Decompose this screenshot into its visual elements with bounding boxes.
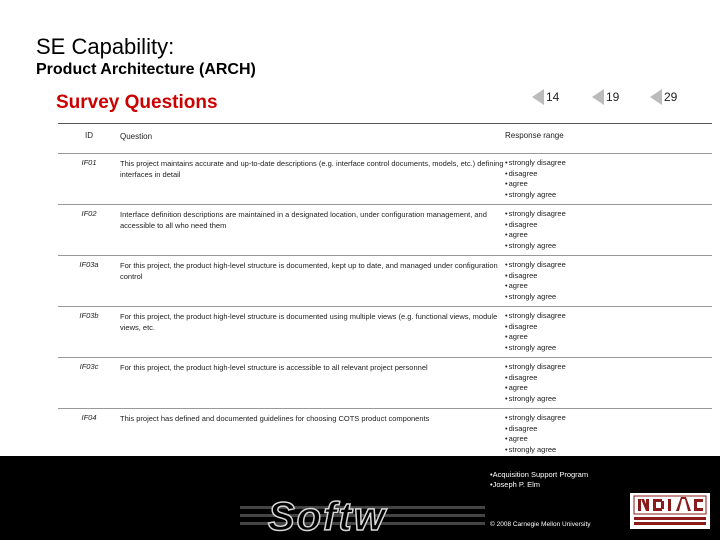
response-option: • agree xyxy=(505,179,712,190)
header-id: ID xyxy=(85,131,93,140)
table-row xyxy=(58,205,712,256)
response-option: • strongly disagree xyxy=(505,260,712,271)
table-row xyxy=(58,358,712,409)
response-range xyxy=(505,154,712,205)
response-option: • strongly agree xyxy=(505,445,712,456)
arrow-left-icon xyxy=(592,89,604,105)
response-option: • agree xyxy=(505,434,712,445)
footer-bar xyxy=(0,456,720,540)
page-references xyxy=(500,86,710,110)
response-option: • strongly agree xyxy=(505,394,712,405)
response-option: • disagree xyxy=(505,220,712,231)
question-text: For this project, the product high-level structure is documented using multiple views (e.g. functional views, module views, etc. xyxy=(120,307,505,358)
response-option: • agree xyxy=(505,230,712,241)
response-option: • disagree xyxy=(505,373,712,384)
slide-subtitle: Product Architecture (ARCH) xyxy=(36,61,256,78)
response-option: • agree xyxy=(505,383,712,394)
survey-questions-table xyxy=(58,123,712,460)
response-option: • strongly disagree xyxy=(505,209,712,220)
footer-author: •Joseph P. Elm xyxy=(490,480,541,489)
response-option: • strongly disagree xyxy=(505,158,712,169)
question-id: IF03b xyxy=(58,307,120,358)
question-text: Interface definition descriptions are maintained in a designated location, under configuration management, and accessible to all who need them xyxy=(120,205,505,256)
question-text: For this project, the product high-level structure is accessible to all relevant project personnel xyxy=(120,358,505,409)
response-option: • strongly agree xyxy=(505,343,712,354)
response-range xyxy=(505,256,712,307)
response-option: • disagree xyxy=(505,322,712,333)
response-range xyxy=(505,307,712,358)
response-option: • disagree xyxy=(505,271,712,282)
footer-copyright: © 2008 Carnegie Mellon University xyxy=(490,521,591,528)
arrow-left-icon xyxy=(650,89,662,105)
header-question: Question xyxy=(120,132,153,141)
header-response: Response range xyxy=(505,131,564,140)
question-text: For this project, the product high-level structure is documented, kept up to date, and managed under configuration control xyxy=(120,256,505,307)
question-id: IF03c xyxy=(58,358,120,409)
response-range xyxy=(505,205,712,256)
question-text: This project maintains accurate and up-to-date descriptions (e.g. interface control documents, models, etc.) defining interfaces in detail xyxy=(120,154,505,205)
question-id: IF01 xyxy=(58,154,120,205)
question-id: IF02 xyxy=(58,205,120,256)
slide-title: SE Capability: xyxy=(36,34,175,59)
section-title: Survey Questions xyxy=(56,92,218,113)
table-row xyxy=(58,409,712,460)
question-id: IF04 xyxy=(58,409,120,460)
response-option: • strongly agree xyxy=(505,241,712,252)
response-option: • agree xyxy=(505,332,712,343)
page-ref-number: 19 xyxy=(606,90,620,104)
ndia-logo-icon xyxy=(630,493,710,529)
table-row xyxy=(58,154,712,205)
arrow-left-icon xyxy=(532,89,544,105)
response-option: • disagree xyxy=(505,424,712,435)
table-row xyxy=(58,256,712,307)
footer-program: •Acquisition Support Program xyxy=(490,470,589,479)
page-ref-number: 29 xyxy=(664,90,678,104)
question-text: This project has defined and documented guidelines for choosing COTS product components xyxy=(120,409,505,460)
response-range xyxy=(505,358,712,409)
response-option: • disagree xyxy=(505,169,712,180)
footer-credits xyxy=(490,470,588,490)
response-option: • agree xyxy=(505,281,712,292)
question-id: IF03a xyxy=(58,256,120,307)
page-ref-number: 14 xyxy=(546,90,560,104)
response-option: • strongly disagree xyxy=(505,311,712,322)
table-row xyxy=(58,307,712,358)
response-option: • strongly agree xyxy=(505,292,712,303)
response-option: • strongly disagree xyxy=(505,413,712,424)
response-range xyxy=(505,409,712,460)
response-option: • strongly agree xyxy=(505,190,712,201)
response-option: • strongly disagree xyxy=(505,362,712,373)
software-logo-word: Softw xyxy=(268,495,387,539)
